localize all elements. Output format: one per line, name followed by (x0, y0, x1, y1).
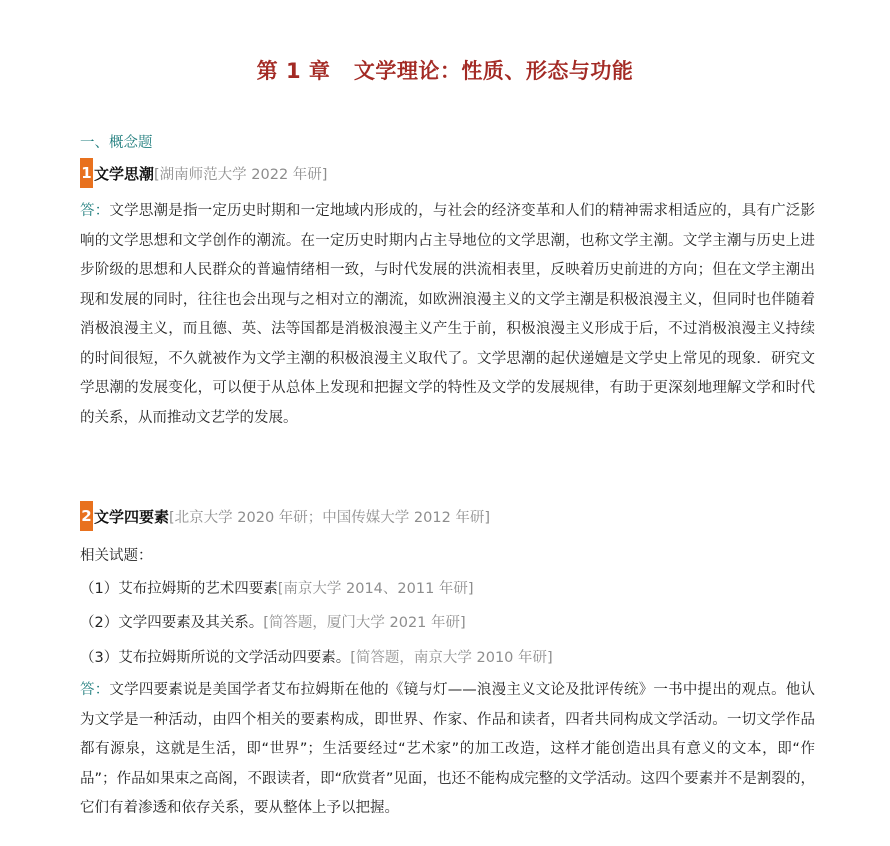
question-title: 文学思潮 (94, 164, 155, 183)
related-question-source: [简答题，厦门大学 2021 年研] (263, 615, 466, 631)
question-source: [北京大学 2020 年研；中国传媒大学 2012 年研] (169, 509, 491, 526)
related-question-source: [南京大学 2014、2011 年研] (277, 581, 474, 597)
answer-label: 答： (80, 682, 110, 698)
section-title: 一、概念题 (80, 135, 153, 151)
question-source: [湖南师范大学 2022 年研] (154, 166, 328, 183)
question-2-heading (80, 503, 490, 529)
question-2-answer (80, 676, 815, 824)
answer-text: 文学四要素说是美国学者艾布拉姆斯在他的《镜与灯——浪漫主义文论及批评传统》一书中提出的观点。他认为文学是一种活动，由四个相关的要素构成，即世界、作家、作品和读者，四者共同构成文学活动。一切文学作品都有源泉，这就是生活，即“世界”；生活要经过“艺术家”的加工改造，这样才能创造出具有意义的文本，即“作品”；作品如果束之高阁，不跟读者，即“欣赏者”见面，也还不能构成完整的文学活动。这四个要素并不是割裂的，它们有着渗透和依存关系，要从整体上予以把握。 (80, 682, 816, 816)
related-question-source: [简答题，南京大学 2010 年研] (350, 650, 553, 666)
question-title: 文学四要素 (94, 507, 170, 526)
related-question-text: （2）文学四要素及其关系。 (80, 615, 264, 631)
answer-label: 答： (80, 203, 110, 219)
chapter-title: 第 1 章 文学理论：性质、形态与功能 (256, 59, 634, 83)
answer-text: 文学思潮是指一定历史时期和一定地域内形成的，与社会的经济变革和人们的精神需求相适应的，具有广泛影响的文学思想和文学创作的潮流。在一定历史时期内占主导地位的文学思潮，也称文学主潮。文学主潮与历史上进步阶级的思想和人民群众的普遍情绪相一致，与时代发展的洪流相表里，反映着历史前进的方向；但在文学主潮出现和发展的同时，往往也会出现与之相对立的潮流，如欧洲浪漫主义的文学主潮是积极浪漫主义，但同时也伴随着消极浪漫主义，而且德、英、法等国都是消极浪漫主义产生于前，积极浪漫主义形成于后，不过消极浪漫主义持续的时间很短，不久就被作为文学主潮的积极浪漫主义取代了。文学思潮的起伏递嬗是文学史上常见的现象．研究文学思潮的发展变化，可以便于从总体上发现和把握文学的特性及文学的发展规律，有助于更深刻地理解文学和时代的关系，从而推动文艺学的发展。 (80, 203, 816, 426)
question-number-badge: 1 (80, 158, 93, 188)
related-question-2 (80, 611, 466, 632)
question-number-badge: 2 (80, 501, 93, 531)
question-1-heading (80, 160, 327, 186)
related-question-text: （3）艾布拉姆斯所说的文学活动四要素。 (80, 650, 351, 666)
related-question-3 (80, 646, 553, 667)
question-1-answer (80, 197, 815, 433)
related-questions-label: 相关试题： (80, 548, 153, 564)
related-question-1 (80, 577, 474, 598)
related-question-text: （1）艾布拉姆斯的艺术四要素 (80, 581, 278, 597)
